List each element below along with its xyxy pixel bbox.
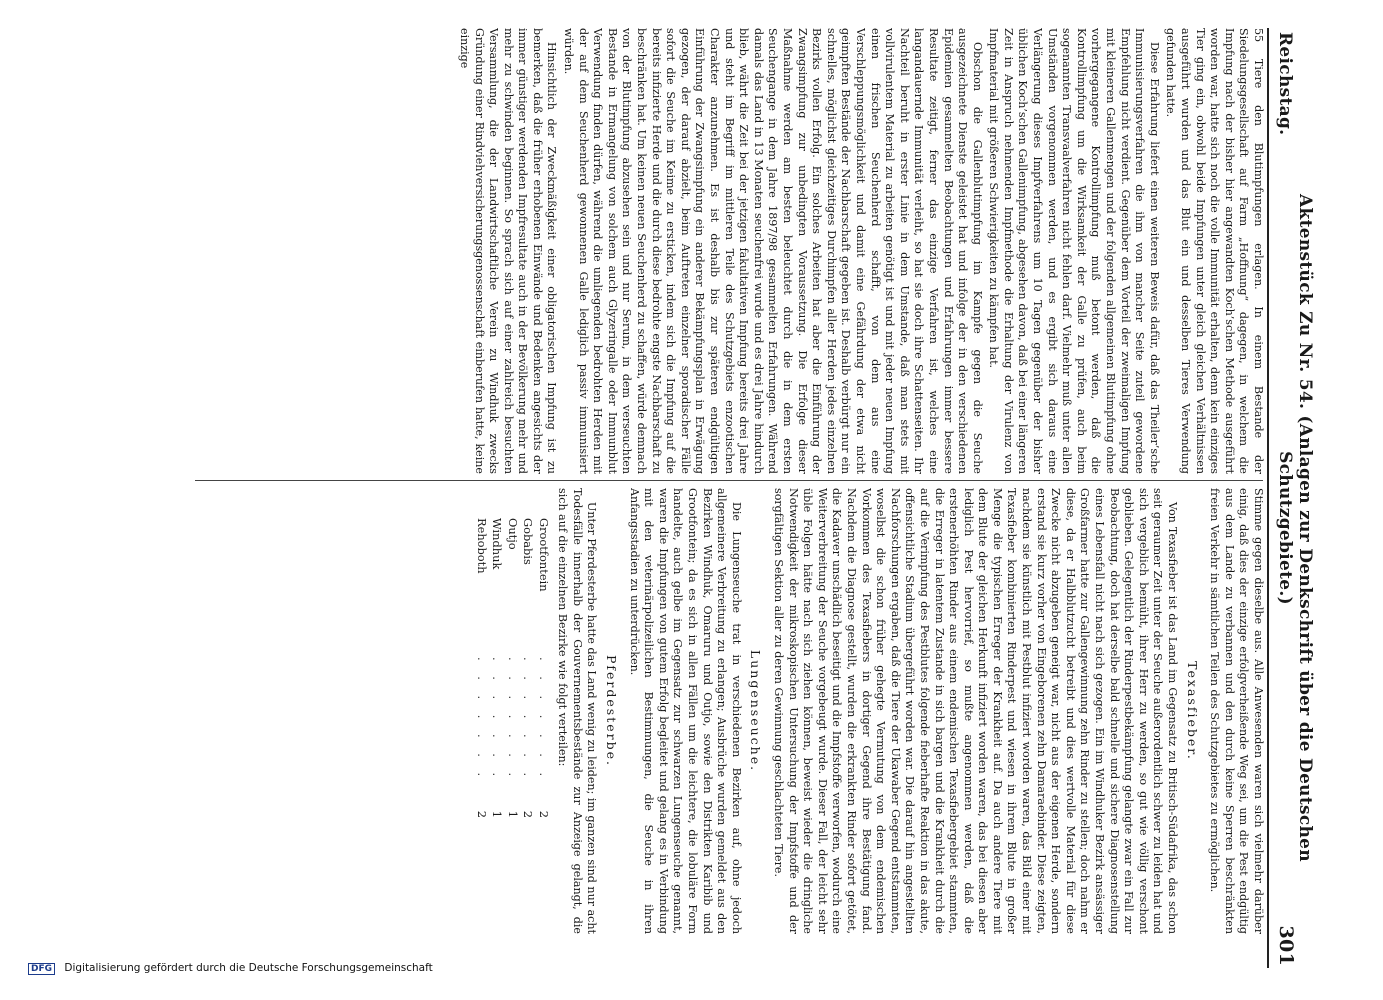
paragraph: Die Lungenseuche trat in verschiedenen Bezirken auf, ohne jedoch allgemeinere Verbreitung zu erlangen; Ausbrüche wurden gemeldet aus den Bezirken Windhuk, Omaruru und Outjo, sowie den Distrikten Karibib und Grootfontein; da es sich in allen Fällen um die leichtere, die lobuläre Form handelte, auch gelbe im Gegensatz zur schwarzen Lungenseuche genannt, waren die Impfungen von gutem Erfolg begleitet und gelang es in Verbindung mit den veterinärpolizeilichen Bestimmungen, die Seuche in ihren Anfangsstadien zu unterdrücken. [627,488,743,934]
district-count: 2 [474,810,489,818]
leader-dots: . . . . . . . [536,657,551,783]
district-name: Rehoboth [474,518,489,574]
document-page [95,28,1315,968]
district-name: Grootfontein [536,518,551,592]
paragraph: Unter Pferdesterbe hatte das Land wenig zu leiden; im ganzen sind nur acht Todesfälle innerhalb der Gouvernementsbestände zur Anzeige gelangt, die sich auf die einzelnen Bezirke wie folgt verteilen: [556,488,599,934]
district-count: 1 [505,810,520,818]
paragraph: Obschon die Gallenblutimpfung im Kampfe gegen die Seuche ausgezeichnete Dienste geleistet hat und infolge der in den verschiedenen Epidemien gesammelten Beobachtungen und Erfahrungen immer bessere Resultate zeitigt, ferner das einzige Verfahren ist, welches eine langandauernde Immunität verleiht, so hat sie doch ihre Schattenseiten. Ihr Nachteil beruht in erster Linie in dem Umstande, daß man stets mit vollvirulentem Material zu arbeiten genötigt ist und mit jeder neuen Impfung einen frischen Seuchenherd schafft, von dem aus eine Verschleppungsmöglichkeit und damit eine Gefährdung der etwa nicht geimpften Bestände der Nachbarschaft gegeben ist. Deshalb verbürgt nur ein schnelles, möglichst gleichzeitiges Durchimpfen aller Herden jedes einzelnen Bezirks vollen Erfolg. Ein solches Arbeiten hat aber die Einführung der Zwangsimpfung zur unbedingten Voraussetzung. Die Erfolge dieser Maßnahme werden am besten beleuchtet durch die in dem ersten Seuchengange in dem Jahre 1897/98 gesammelten Erfahrungen. Während damals das Land in 13 Monaten seuchenfrei wurde und es drei Jahre hindurch blieb, währt die Zeit bei der jetzigen fakultativen Impfung bereits drei Jahre und steht im Begriff im mittleren Teile des Schutzgebiets enzootischen Charakter anzunehmen. Es ist deshalb bis zur späteren endgültigen Einführung der Zwangsimpfung ein anderer Bekämpfungsplan in Erwägung gezogen, der darauf abzielt, beim Auftreten einzelner sporadischer Fälle sofort die Seuche im Keime zu ersticken, indem sich die Impfung auf die bereits infizierte Herde und die durch diese bedrohte engste Nachbarschaft zu beschränken hat. Um keinen neuen Seuchenherd zu schaffen, würde demnach von der Blutimpfung abzusehen sein und nur Serum, in dem verseuchten Bestande in Ermangelung von solchem auch Glyzeringalle oder Immunblut Verwendung finden dürfen, während die umliegenden bedrohten Herden mit der auf dem Seuchenherd gewonnenen Galle lediglich passiv immunisiert würden. [562,28,984,474]
dfg-logo-icon: DFG [28,963,55,975]
district-count-list [473,518,551,818]
credit-text: Digitalisierung gefördert durch die Deutsche Forschungsgemeinschaft [64,962,433,974]
district-row [535,518,551,818]
paragraph: Diese Erfahrung liefert einen weiteren Beweis dafür, daß das Theiler’sche Immunisierungsverfahren die ihm von mancher Seite zuteil gewordene Empfehlung nicht verdient. Gegenüber dem Vorteil der zweimaligen Impfung mit kleineren Gallenmengen und der folgenden allgemeinen Blutimpfung ohne vorhergegangene Kontrollimpfung muß betont werden, daß die Kontrollimpfung um die Wirksamkeit der Galle zu prüfen, auch beim sogenannten Transvaalverfahren nicht fehlen darf. Vielmehr muß unter allen Umständen vorgenommen werden, und es ergibt sich daraus eine Verlängerung dieses Impfverfahrens um 10 Tagen gegenüber der bisher üblichen Koch’schen Gallenimpfung, abgesehen davon, daß bei einer längeren Zeit in Anspruch nehmenden Impfmethode die Erhaltung der Virulenz von Impfmaterial mit größeren Schwierigkeiten zu kämpfen hat. [987,28,1161,474]
paragraph: Hinsichtlich der Zweckmäßigkeit einer obligatorischen Impfung ist zu bemerken, daß die früher erhobenen Einwände und Bedenken angesichts der immer günstiger werdenden Impfresultate auch in der Bevölkerung mehr und mehr zu schwinden beginnen. So sprach sich auf einer zahlreich besuchten Versammlung, die der Landwirtschaftliche Verein zu Windhuk zwecks Gründung einer Rindviehversicherungsgenossenschaft einberufen hatte, keine einzige [457,28,559,474]
right-column [95,488,1265,934]
digitization-credit [28,962,1358,982]
right-intro [1207,488,1265,934]
section-heading: Lungenseuche. [748,649,764,773]
paragraph: 55 Tiere den Blutimpfungen erlagen. In einem Bestande der Siedelungsgesellschaft auf Farm „Hoffnung“ dagegen, in welchem die Impfung nach der bisher hier angewandten Koch’schen Methode ausgeführt worden war, hatte sich noch die volle Immunität erhalten, denn kein einziges Tier ging ein, obwohl beide Impfungen unter gleich gleichen Verhältnissen ausgeführt wurden und das Blut ein und desselben Tieres Verwendung gefunden hatte. [1164,28,1265,474]
district-count: 2 [521,810,536,818]
district-row [473,518,489,818]
district-name: Gobabis [521,518,536,565]
district-count: 2 [536,810,551,818]
right-sections [555,488,1199,934]
running-header [1267,28,1315,968]
district-row [504,518,520,818]
leader-dots: . . . . . . . [505,657,520,783]
district-name: Outjo [505,518,520,550]
header-left: Reichstag. [1275,32,1295,136]
header-title: Aktenstück Zu Nr. 54. (Anlagen zur Denkschrift über die Deutschen Schutzgebiete.) [1275,194,1315,862]
district-count: 1 [490,810,505,818]
leader-dots: . . . . . . . [521,657,536,783]
section-heading: Pferdesterbe. [604,655,620,767]
district-name: Windhuk [490,518,505,570]
left-column [95,28,1265,474]
district-row [489,518,505,818]
section-heading: Texasfieber. [1184,661,1200,761]
paragraph: Von Texasfieber ist das Land im Gegensatz zu Britisch-Südafrika, das schon seit geraumer Zeit unter der Seuche außerordentlich schwer zu leiden hat und sich vergeblich bemüht, ihrer Herr zu werden, so gut wie völlig verschont geblieben. Gelegentlich der Rinderpestbekämpfung gelangte zwar ein Fall zur Beobachtung, doch hat derselbe bald schnelle und sichere Diagnosenstellung eines Lebensfall nicht nach sich gezogen. Ein im Windhuker Bezirk ansässiger Großfarmer hatte zur Gallengewinnung zehn Rinder zu stellen; doch nahm er diese, da er Halbblutzucht betreibt und dies wertvolle Material für diese Zwecke nicht abzugeben geneigt war, nicht aus der eigenen Herde, sondern erstand sie kurz vorher von Eingeborenen zehn Damaraebinder. Diese zeigten, nachdem sie künstlich mit Pestblut infiziert worden waren, das Bild einer mit Texasfieber kombinierten Rinderpest und wiesen in ihrem Blute in großer Menge die typischen Erreger der Krankheit auf. Da auch andere Tiere mit dem Blute der gleichen Herkunft infiziert worden waren, das bei diesen aber lediglich Pest hervorrief, so mußte angenommen werden, daß die erstenerhöhten Rinder aus einem endemischen Texasfiebergebiet stammten, die Erreger in latentem Zustande in sich bargen und die Krankheit durch die auf die Verimpfung des Pestblutes folgende fieberhafte Reaktion in das akute, offensichtliche Stadium übergeführt worden war. Die darauf hin angestellten Nachforschungen ergaben, daß die Tiere der Ukawaber Gegend entstammten, woselbst die schon früher gehegte Vermutung von dem endemischen Vorkommen des Texasfiebers in dortiger Gegend ihre Bestätigung fand. Nachdem die Diagnose gestellt, wurden die erkrankten Rinder sofort getötet, die Kadaver unschädlich beseitigt und die Impfstoffe verworfen, wodurch eine Weiterverbreitung der Seuche vorgebeugt wurde. Dieser Fall, der leicht sehr üble Folgen hätte nach sich ziehen können, beweist wieder die dringliche Notwendigkeit der mikroskopischen Untersuchung der Impfstoffe und der sorgfältigen Sektion aller zu deren Gewinnung geschlachteten Tiere. [772,488,1180,934]
leader-dots: . . . . . . . [490,657,505,783]
paragraph: Stimme gegen dieselbe aus. Alle Anwesenden waren sich vielmehr darüber einig, daß dies der einzige erfolgverheißende Weg sei, um die Pest endgültig aus dem Lande zu verbannen und den durch keine Sperren beschränkten freien Verkehr in sämtlichen Teilen des Schutzgebietes zu ermöglichen. [1208,488,1265,934]
page-number: 301 [1275,925,1297,966]
text-columns [95,28,1265,968]
leader-dots: . . . . . . . [474,657,489,783]
district-row [520,518,536,818]
column-divider [195,480,1263,481]
